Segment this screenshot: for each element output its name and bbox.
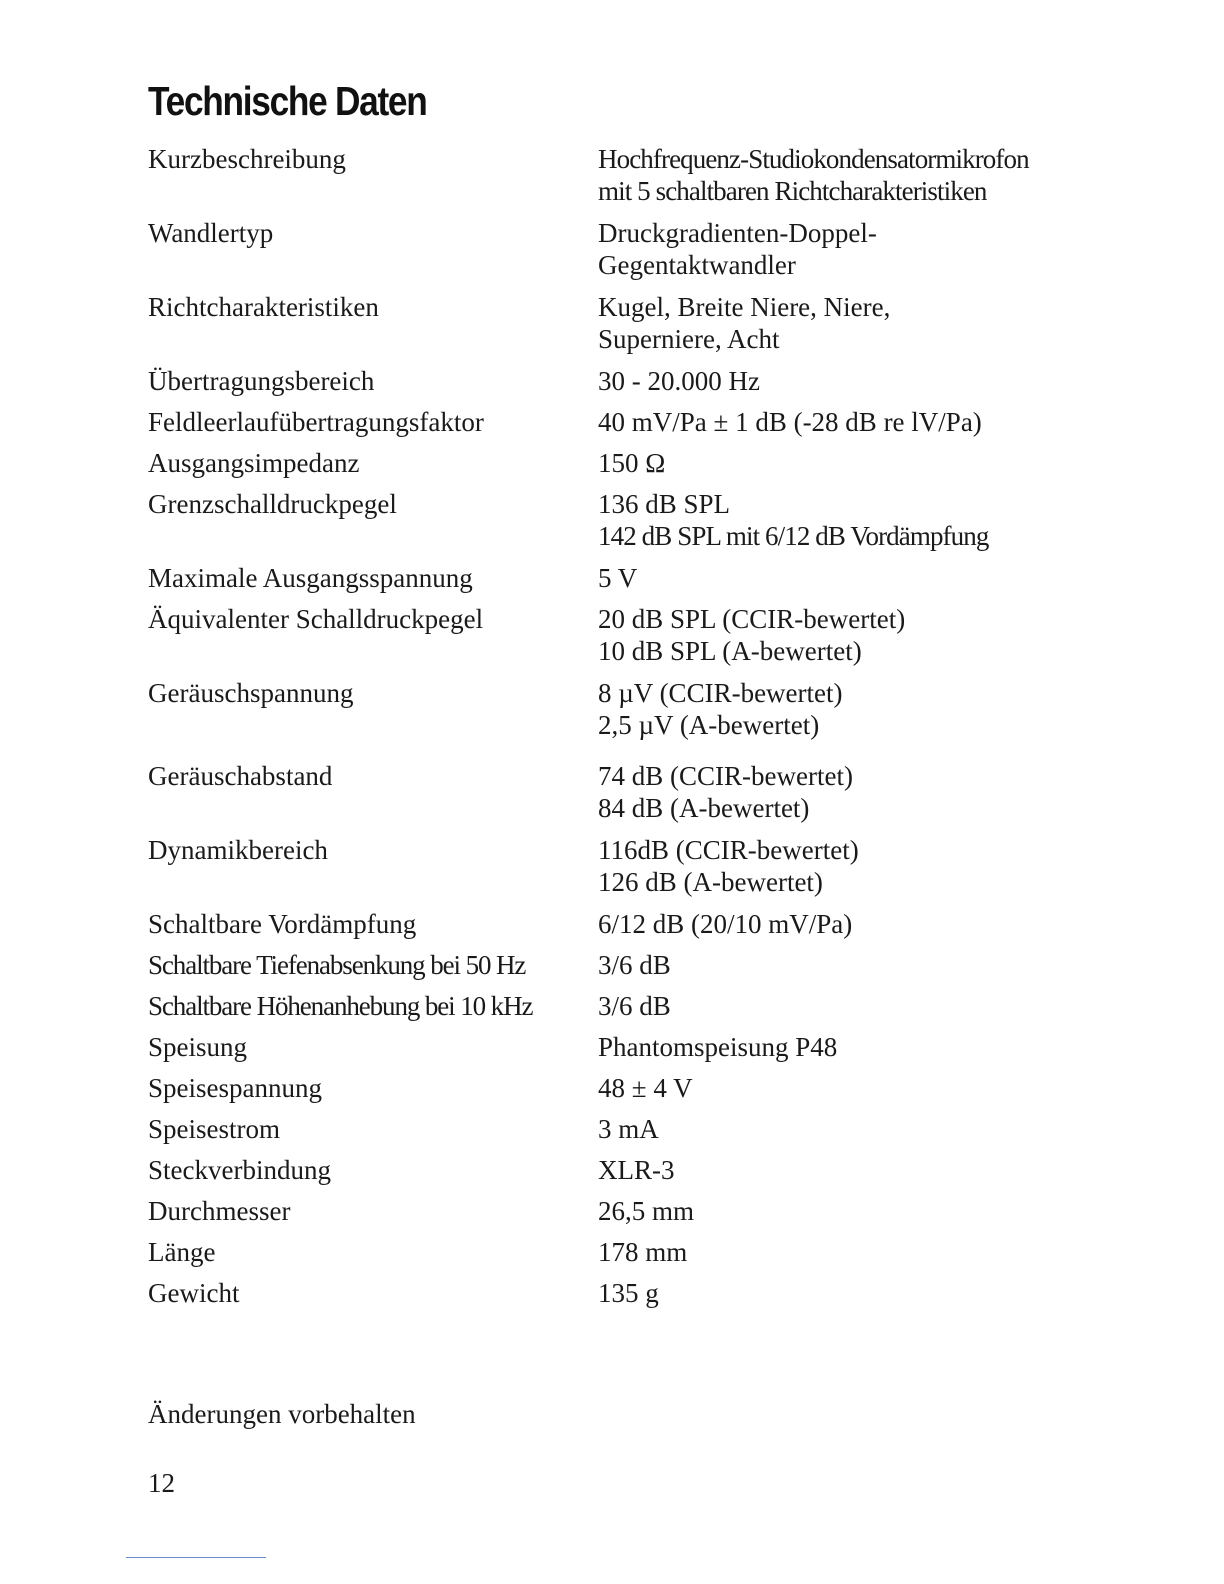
spec-label: Feldleerlaufübertragungsfaktor xyxy=(148,407,484,437)
spec-row xyxy=(148,677,1108,760)
spec-value-line: XLR-3 xyxy=(598,1155,675,1185)
spec-row xyxy=(148,562,1108,603)
spec-row xyxy=(148,291,1108,365)
spec-row xyxy=(148,1195,1108,1236)
spec-value xyxy=(598,990,1108,1031)
spec-value xyxy=(598,1195,1108,1236)
spec-label: Gewicht xyxy=(148,1278,240,1308)
spec-value xyxy=(598,291,1108,365)
spec-value xyxy=(598,949,1108,990)
spec-value-line: 3/6 dB xyxy=(598,991,671,1021)
spec-row xyxy=(148,365,1108,406)
spec-value-line: Kugel, Breite Niere, Niere, xyxy=(598,292,891,322)
spec-label: Speisung xyxy=(148,1032,248,1062)
spec-value-line: 178 mm xyxy=(598,1237,688,1267)
spec-row xyxy=(148,990,1108,1031)
spec-row xyxy=(148,1277,1108,1318)
spec-value-line: 26,5 mm xyxy=(598,1196,695,1226)
spec-row xyxy=(148,447,1108,488)
spec-row xyxy=(148,760,1108,834)
spec-label: Kurzbeschreibung xyxy=(148,144,346,174)
spec-value xyxy=(598,1154,1108,1195)
spec-value-line: mit 5 schaltbaren Richtcharakteristiken xyxy=(598,176,987,206)
spec-value xyxy=(598,1113,1108,1154)
spec-label: Schaltbare Vordämpfung xyxy=(148,909,417,939)
spec-value-line: Druckgradienten-Doppel- xyxy=(598,218,877,248)
spec-row xyxy=(148,1031,1108,1072)
page-title: Technische Daten xyxy=(148,78,427,124)
spec-value xyxy=(598,217,1108,291)
spec-value-line: 74 dB (CCIR-bewertet) xyxy=(598,761,853,791)
spec-row xyxy=(148,1154,1108,1195)
spec-label: Steckverbindung xyxy=(148,1155,331,1185)
spec-value xyxy=(598,834,1108,908)
spec-label: Übertragungsbereich xyxy=(148,366,375,396)
spec-value xyxy=(598,488,1108,562)
spec-value xyxy=(598,677,1108,760)
spec-row xyxy=(148,1072,1108,1113)
spec-value-line: 30 - 20.000 Hz xyxy=(598,366,760,396)
spec-value-line: 3 mA xyxy=(598,1114,659,1144)
spec-label: Äquivalenter Schalldruckpegel xyxy=(148,604,484,634)
spec-label: Schaltbare Höhenanhebung bei 10 kHz xyxy=(148,991,533,1021)
spec-value-line: 84 dB (A-bewertet) xyxy=(598,793,810,823)
spec-value xyxy=(598,562,1108,603)
spec-label: Maximale Ausgangsspannung xyxy=(148,563,473,593)
spec-label: Wandlertyp xyxy=(148,218,274,248)
spec-value xyxy=(598,143,1108,217)
spec-value xyxy=(598,1072,1108,1113)
spec-value-line: 40 mV/Pa ± 1 dB (-28 dB re lV/Pa) xyxy=(598,407,982,437)
spec-row xyxy=(148,406,1108,447)
spec-value xyxy=(598,1236,1108,1277)
spec-value-line: 5 V xyxy=(598,563,638,593)
spec-label: Speisespannung xyxy=(148,1073,322,1103)
spec-value-line: 3/6 dB xyxy=(598,950,671,980)
spec-value xyxy=(598,760,1108,834)
spec-label: Geräuschabstand xyxy=(148,761,333,791)
page-number: 12 xyxy=(148,1468,175,1498)
spec-value-line: 142 dB SPL mit 6/12 dB Vordämpfung xyxy=(598,521,989,551)
spec-row xyxy=(148,949,1108,990)
spec-value-line: 6/12 dB (20/10 mV/Pa) xyxy=(598,909,853,939)
spec-value-line: 136 dB SPL xyxy=(598,489,731,519)
spec-value-line: 48 ± 4 V xyxy=(598,1073,693,1103)
spec-value-line: 135 g xyxy=(598,1278,659,1308)
spec-value-line: Phantomspeisung P48 xyxy=(598,1032,838,1062)
spec-value-line: Gegentaktwandler xyxy=(598,250,796,280)
spec-value-line: 150 Ω xyxy=(598,448,666,478)
spec-value-line: 10 dB SPL (A-bewertet) xyxy=(598,636,862,666)
spec-label: Ausgangsimpedanz xyxy=(148,448,360,478)
spec-label: Geräuschspannung xyxy=(148,678,354,708)
spec-label: Länge xyxy=(148,1237,216,1267)
spec-value xyxy=(598,447,1108,488)
spec-table xyxy=(148,143,1108,1318)
spec-row xyxy=(148,834,1108,908)
spec-value-line: 20 dB SPL (CCIR-bewertet) xyxy=(598,604,906,634)
spec-value-line: Hochfrequenz-Studiokondensatormikrofon xyxy=(598,144,1029,174)
spec-label: Grenzschalldruckpegel xyxy=(148,489,397,519)
spec-value xyxy=(598,1277,1108,1318)
spec-label: Richtcharakteristiken xyxy=(148,292,379,322)
spec-value xyxy=(598,603,1108,677)
spec-row xyxy=(148,488,1108,562)
spec-row xyxy=(148,603,1108,677)
bottom-rule xyxy=(126,1557,266,1558)
spec-row xyxy=(148,143,1108,217)
spec-value-line: 116dB (CCIR-bewertet) xyxy=(598,835,859,865)
spec-label: Schaltbare Tiefenabsenkung bei 50 Hz xyxy=(148,950,526,980)
spec-row xyxy=(148,908,1108,949)
spec-label: Speisestrom xyxy=(148,1114,280,1144)
spec-row xyxy=(148,1113,1108,1154)
spec-value xyxy=(598,406,1108,447)
footer-note: Änderungen vorbehalten xyxy=(148,1399,416,1429)
spec-value-line: Superniere, Acht xyxy=(598,324,780,354)
spec-value xyxy=(598,1031,1108,1072)
spec-label: Dynamikbereich xyxy=(148,835,328,865)
spec-value-line: 2,5 µV (A-bewertet) xyxy=(598,710,820,740)
spec-row xyxy=(148,217,1108,291)
spec-label: Durchmesser xyxy=(148,1196,291,1226)
spec-value xyxy=(598,908,1108,949)
spec-value-line: 126 dB (A-bewertet) xyxy=(598,867,823,897)
spec-row xyxy=(148,1236,1108,1277)
spec-value xyxy=(598,365,1108,406)
spec-value-line: 8 µV (CCIR-bewertet) xyxy=(598,678,843,708)
